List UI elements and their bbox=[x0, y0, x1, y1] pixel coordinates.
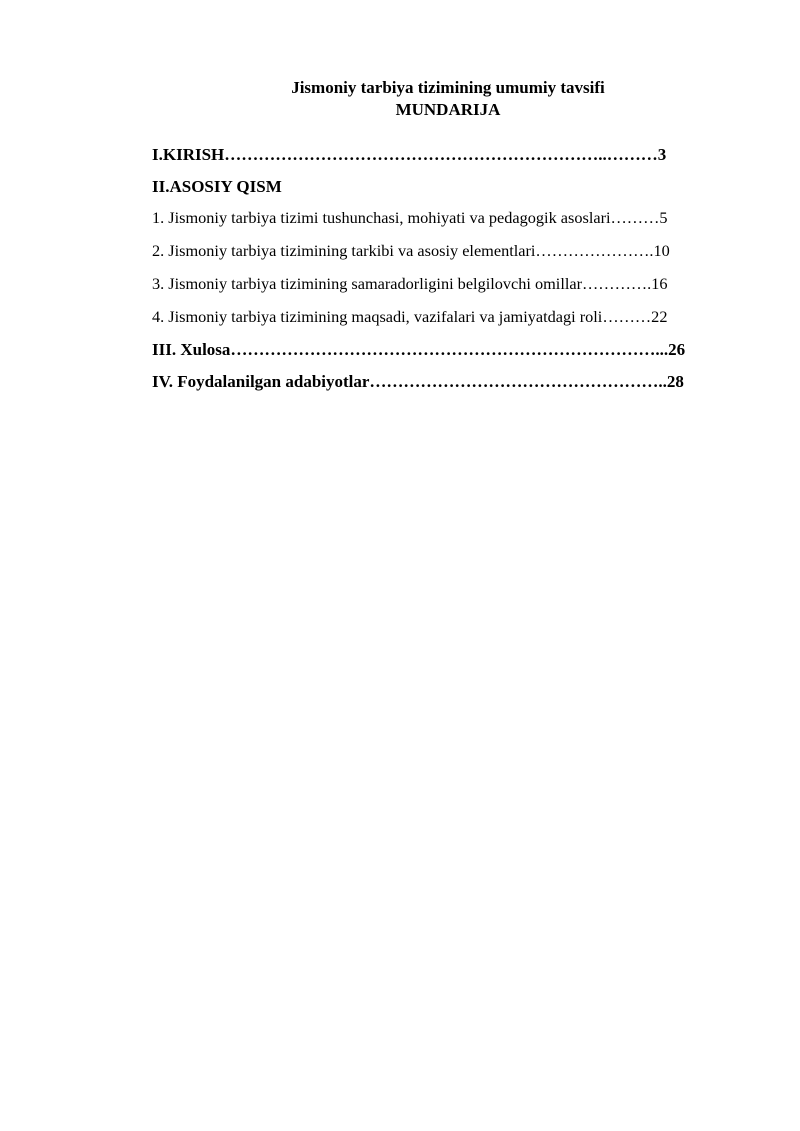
toc-entry-2: 2. Jismoniy tarbiya tizimining tarkibi va asosiy elementlari………………….10 bbox=[152, 241, 670, 260]
toc-entry-kirish: I.KIRISH…………………………………………………………..………3 bbox=[152, 145, 667, 164]
toc-heading: MUNDARIJA bbox=[395, 100, 501, 119]
toc-entry-4: 4. Jismoniy tarbiya tizimining maqsadi, vazifalari va jamiyatdagi roli………22 bbox=[152, 307, 668, 326]
toc-entry-adabiyotlar: IV. Foydalanilgan adabiyotlar……………………………………………..28 bbox=[152, 372, 684, 391]
toc-entry-3: 3. Jismoniy tarbiya tizimining samaradorligini belgilovchi omillar………….16 bbox=[152, 274, 668, 293]
toc-entry-1: 1. Jismoniy tarbiya tizimi tushunchasi, mohiyati va pedagogik asoslari………5 bbox=[152, 208, 668, 227]
toc-entry-xulosa: III. Xulosa…………………………………………………………………...26 bbox=[152, 340, 686, 359]
toc-entry-asosiy-qism: II.ASOSIY QISM bbox=[152, 177, 282, 196]
document-title: Jismoniy tarbiya tizimining umumiy tavsifi bbox=[291, 78, 605, 97]
